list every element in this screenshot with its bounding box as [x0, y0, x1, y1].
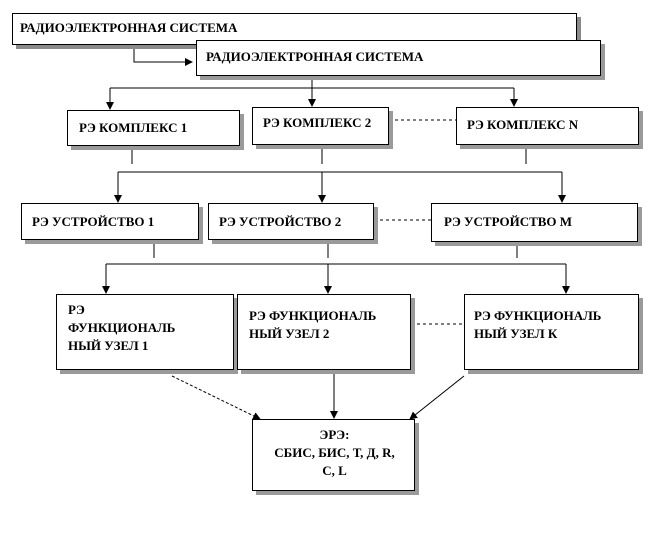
device-label-1: РЭ УСТРОЙСТВО 1	[32, 214, 155, 229]
complex-label-2: РЭ КОМПЛЕКС 2	[263, 115, 372, 130]
complex-box-2	[252, 107, 389, 145]
unit-label-1: РЭ ФУНКЦИОНАЛЬ НЫЙ УЗЕЛ 1	[68, 302, 176, 353]
unit-box-1	[56, 294, 234, 370]
arrow-unit-k-to-elements	[410, 376, 464, 419]
system-back-label: РАДИОЭЛЕКТРОННАЯ СИСТЕМА	[20, 20, 238, 35]
unit-label-2: РЭ ФУНКЦИОНАЛЬ НЫЙ УЗЕЛ 2	[249, 308, 377, 341]
system-front-label: РАДИОЭЛЕКТРОННАЯ СИСТЕМА	[206, 49, 424, 64]
connector-system-to-system	[134, 46, 192, 62]
device-box-1	[21, 203, 199, 240]
arrow-unit-1-to-elements	[172, 376, 260, 419]
unit-box-k	[464, 294, 639, 370]
device-label-2: РЭ УСТРОЙСТВО 2	[219, 214, 342, 229]
elements-label: ЭРЭ: СБИС, БИС, Т, Д, R, С, L	[274, 427, 395, 478]
connector-complexes-to-devices	[118, 146, 562, 172]
connector-devices-to-units	[106, 240, 566, 264]
complex-box-1	[67, 110, 240, 146]
elements-box	[252, 419, 415, 491]
complex-label-1: РЭ КОМПЛЕКС 1	[79, 120, 188, 135]
unit-label-k: РЭ ФУНКЦИОНАЛЬ НЫЙ УЗЕЛ К	[474, 308, 602, 341]
device-box-m	[431, 203, 638, 242]
device-box-2	[208, 203, 374, 240]
unit-box-2	[237, 294, 411, 370]
device-label-m: РЭ УСТРОЙСТВО М	[444, 214, 573, 229]
complex-box-n	[456, 107, 639, 145]
system-box-front	[196, 40, 601, 76]
complex-label-n: РЭ КОМПЛЕКС N	[467, 117, 579, 132]
